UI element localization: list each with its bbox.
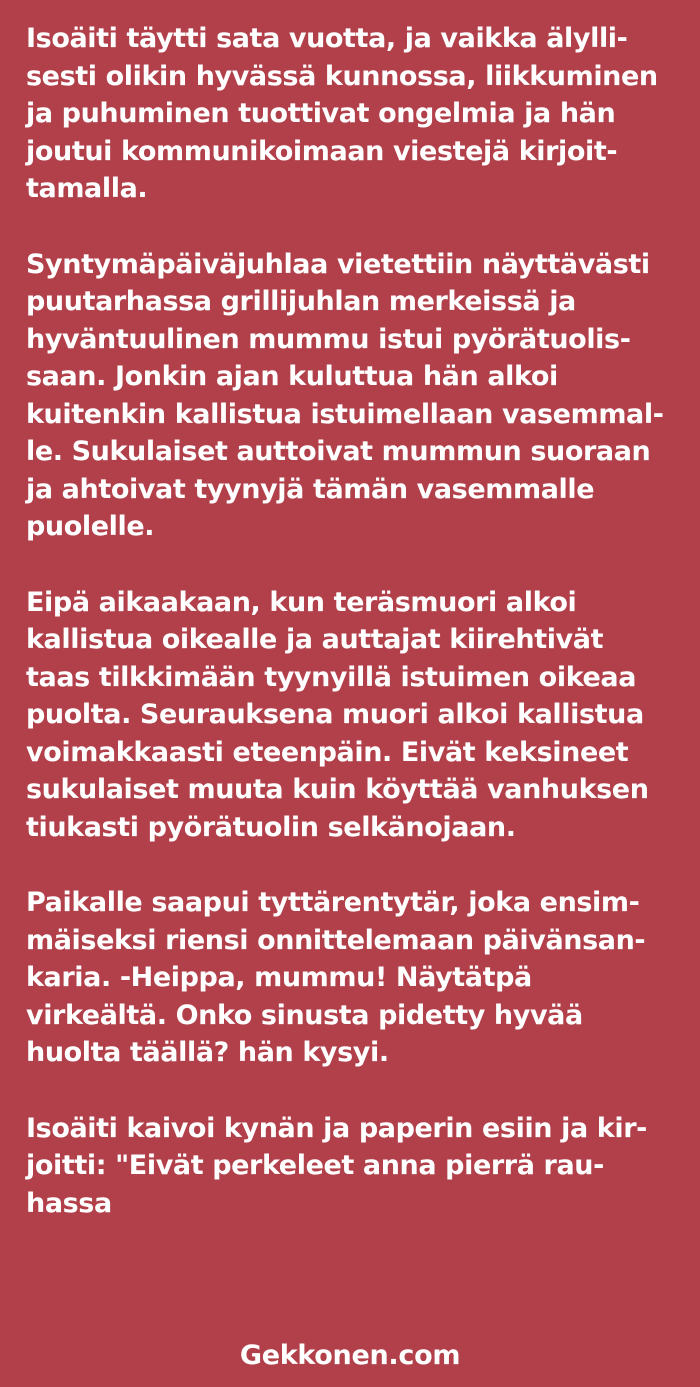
story-line: mäiseksi riensi onnittelemaan päivänsan-: [26, 924, 646, 956]
story-line: Eipä aikaakaan, kun teräsmuori alkoi: [26, 586, 577, 618]
story-line: virkeältä. Onko sinusta pidetty hyvää: [26, 999, 583, 1031]
story-line: huolta täällä? hän kysyi.: [26, 1037, 389, 1068]
story-line: ja puhuminen tuottivat ongelmia ja hän: [26, 98, 616, 129]
story-line: puolta. Seurauksena muori alkoi kallistua: [26, 699, 644, 730]
story-line: puutarhassa grillijuhlan merkeissä ja: [26, 286, 576, 317]
story-line: Paikalle saapui tyttärentytär, joka ensim-: [26, 887, 640, 918]
story-line: saan. Jonkin ajan kuluttua hän alkoi: [26, 361, 558, 392]
story-line: Syntymäpäiväjuhlaa vietettiin näyttävästi: [26, 248, 650, 280]
story-line: tamalla.: [26, 173, 148, 204]
story-line: hassa: [26, 1187, 112, 1219]
paragraph-4: [26, 884, 686, 1072]
story-line: tiukasti pyörätuolin selkänojaan.: [26, 811, 516, 843]
story-line: kuitenkin kallistua istuimellaan vasemmal-: [26, 398, 664, 430]
site-watermark: Gekkonen.com: [239, 1340, 461, 1371]
story-line: taas tilkkimään tyynyillä istuimen oikeaa: [26, 661, 637, 693]
story-line: joitti: "Eivät perkeleet anna pierrä rau-: [26, 1150, 604, 1181]
story-line: voimakkaasti eteenpäin. Eivät keksineet: [26, 736, 629, 768]
story-line: Isoäiti kaivoi kynän ja paperin esiin ja kir-: [26, 1112, 647, 1144]
paragraph-5: [26, 1110, 686, 1223]
paragraph-3: [26, 584, 686, 847]
paragraph-1: [26, 20, 686, 208]
story-line: puolelle.: [26, 511, 155, 542]
story-line: kallistua oikealle ja auttajat kiirehtivät: [26, 624, 604, 655]
story-line: le. Sukulaiset auttoivat mummun suoraan: [26, 436, 651, 467]
story-line: joutui kommunikoimaan viestejä kirjoit-: [26, 135, 618, 167]
story-text: [26, 20, 686, 1260]
story-line: sesti olikin hyvässä kunnossa, liikkuminen: [26, 60, 658, 92]
story-line: ja ahtoivat tyynyjä tämän vasemmalle: [26, 473, 595, 505]
story-line: hyväntuulinen mummu istui pyörätuolis-: [26, 323, 631, 355]
story-line: sukulaiset muuta kuin köyttää vanhuksen: [26, 774, 649, 805]
story-line: Isoäiti täytti sata vuotta, ja vaikka älylli-: [26, 23, 628, 54]
story-line: karia. -Heippa, mummu! Näytätpä: [26, 962, 532, 993]
paragraph-2: [26, 246, 686, 546]
